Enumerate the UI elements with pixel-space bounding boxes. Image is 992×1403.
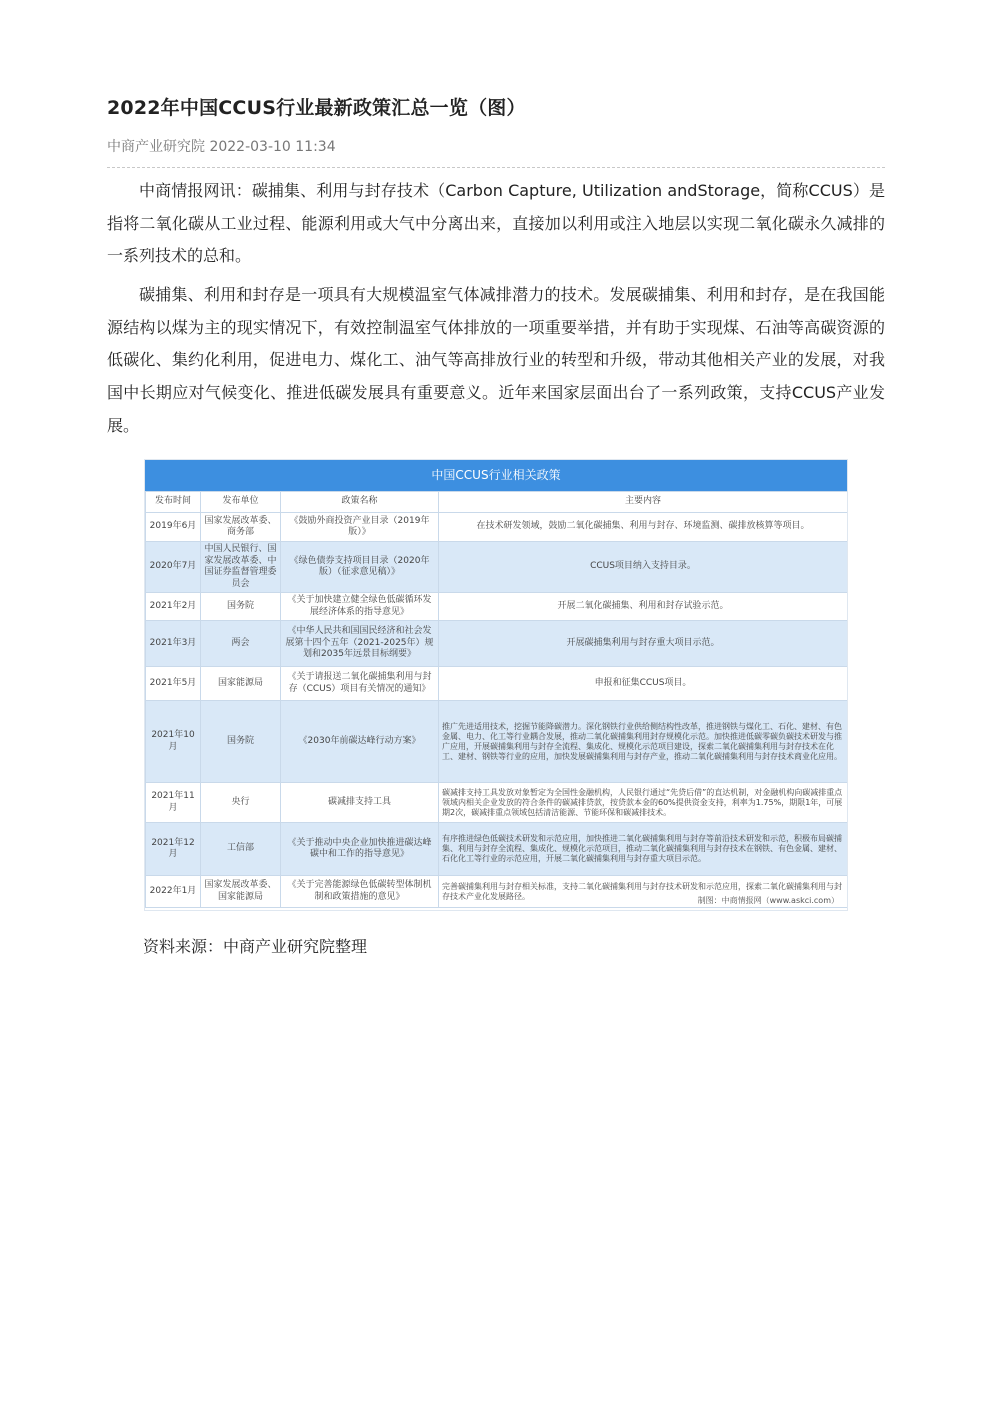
cell-org: 工信部 [201,823,281,876]
cell-org: 中国人民银行、国家发展改革委、中国证券监督管理委员会 [201,542,281,593]
cell-content: 推广先进适用技术，挖掘节能降碳潜力。深化钢铁行业供给侧结构性改革，推进钢铁与煤化工、石化、建材、有色金属、电力、化工等行业耦合发展，推动二氧化碳捕集利用封存规模化示范。加快推进低碳零碳负碳技术研发与推广应用，开展碳捕集利用与封存全流程、集成化、规模化示范项目建设，探索二氧化碳捕集利用与封存技术在化工、建材、钢铁等行业的应用，加快发展碳捕集利用与封存产业，推动二氧化碳捕集利用与封存技术商业化应用。 [439,701,848,783]
cell-date: 2021年11月 [146,783,201,823]
header-main-content: 主要内容 [439,492,848,513]
cell-date: 2021年10月 [146,701,201,783]
table-row [146,593,848,621]
cell-date: 2021年3月 [146,621,201,667]
cell-date: 2020年7月 [146,542,201,593]
figure-title: 中国CCUS行业相关政策 [145,460,847,491]
cell-content: 有序推进绿色低碳技术研发和示范应用，加快推进二氧化碳捕集利用与封存等前沿技术研发和示范，积极布局碳捕集、利用与封存全流程、集成化、规模化示范项目，推动二氧化碳捕集利用与封存技术在钢铁、有色金属、建材、石化化工等行业的示范应用，开展二氧化碳捕集利用与封存重大项目示范。 [439,823,848,876]
table-row [146,621,848,667]
cell-content: 申报和征集CCUS项目。 [439,667,848,701]
cell-policy-name: 《关于请报送二氧化碳捕集利用与封存（CCUS）项目有关情况的通知》 [281,667,439,701]
cell-date: 2019年6月 [146,513,201,542]
cell-content: 碳减排支持工具发放对象暂定为全国性金融机构，人民银行通过“先贷后借”的直达机制，对金融机构向碳减排重点领域内相关企业发放的符合条件的碳减排贷款，按贷款本金的60%提供资金支持，利率为1.75%，期限1年，可展期2次，碳减排重点领域包括清洁能源、节能环保和碳减排技术。 [439,783,848,823]
cell-org: 央行 [201,783,281,823]
table-row [146,513,848,542]
table-row [146,823,848,876]
table-row [146,542,848,593]
cell-content: CCUS项目纳入支持目录。 [439,542,848,593]
policy-table-figure [145,460,847,910]
divider [107,167,885,168]
table-header-row [146,492,848,513]
cell-policy-name: 《关于推动中央企业加快推进碳达峰碳中和工作的指导意见》 [281,823,439,876]
paragraph-ccus-significance: 碳捕集、利用和封存是一项具有大规模温室气体减排潜力的技术。发展碳捕集、利用和封存，是在我国能源结构以煤为主的现实情况下，有效控制温室气体排放的一项重要举措，并有助于实现煤、石油等高碳资源的低碳化、集约化利用，促进电力、煤化工、油气等高排放行业的转型和升级，带动其他相关产业的发展，对我国中长期应对气候变化、推进低碳发展具有重要意义。近年来国家层面出台了一系列政策，支持CCUS产业发展。 [107,285,885,435]
article-meta: 中商产业研究院 2022-03-10 11:34 [107,139,336,155]
header-org: 发布单位 [201,492,281,513]
cell-content: 在技术研发领域，鼓励二氧化碳捕集、利用与封存、环境监测、碳排放核算等项目。 [439,513,848,542]
policy-table [145,491,847,908]
cell-org: 国务院 [201,593,281,621]
cell-policy-name: 《关于加快建立健全绿色低碳循环发展经济体系的指导意见》 [281,593,439,621]
cell-policy-name: 《鼓励外商投资产业目录（2019年版）》 [281,513,439,542]
table-row [146,701,848,783]
cell-org: 国家发展改革委、国家能源局 [201,876,281,908]
cell-policy-name: 《中华人民共和国国民经济和社会发展第十四个五年（2021-2025年）规划和2035年远景目标纲要》 [281,621,439,667]
cell-policy-name: 碳减排支持工具 [281,783,439,823]
header-policy-name: 政策名称 [281,492,439,513]
figure-credit: 制图：中商情报网（www.askci.com） [697,896,839,905]
page-title: 2022年中国CCUS行业最新政策汇总一览（图） [107,97,526,119]
header-date: 发布时间 [146,492,201,513]
cell-content: 开展二氧化碳捕集、利用和封存试验示范。 [439,593,848,621]
cell-policy-name: 《绿色债券支持项目目录（2020年版）（征求意见稿）》 [281,542,439,593]
cell-org: 国务院 [201,701,281,783]
cell-content: 开展碳捕集利用与封存重大项目示范。 [439,621,848,667]
cell-org: 国家能源局 [201,667,281,701]
cell-org: 国家发展改革委、商务部 [201,513,281,542]
table-row [146,667,848,701]
cell-date: 2021年12月 [146,823,201,876]
cell-date: 2022年1月 [146,876,201,908]
data-source-note: 资料来源：中商产业研究院整理 [143,937,368,956]
cell-org: 两会 [201,621,281,667]
cell-content: 完善碳捕集利用与封存相关标准，支持二氧化碳捕集利用与封存技术研发和示范应用，探索二氧化碳捕集利用与封存技术产业化发展路径。 [439,876,848,908]
paragraph-intro: 中商情报网讯：碳捕集、利用与封存技术（Carbon Capture, Utilization andStorage，简称CCUS）是指将二氧化碳从工业过程、能源利用或大气中分离出来，直接加以利用或注入地层以实现二氧化碳永久减排的一系列技术的总和。 [107,181,885,266]
table-row [146,783,848,823]
cell-policy-name: 《关于完善能源绿色低碳转型体制机制和政策措施的意见》 [281,876,439,908]
cell-policy-name: 《2030年前碳达峰行动方案》 [281,701,439,783]
cell-date: 2021年5月 [146,667,201,701]
cell-date: 2021年2月 [146,593,201,621]
